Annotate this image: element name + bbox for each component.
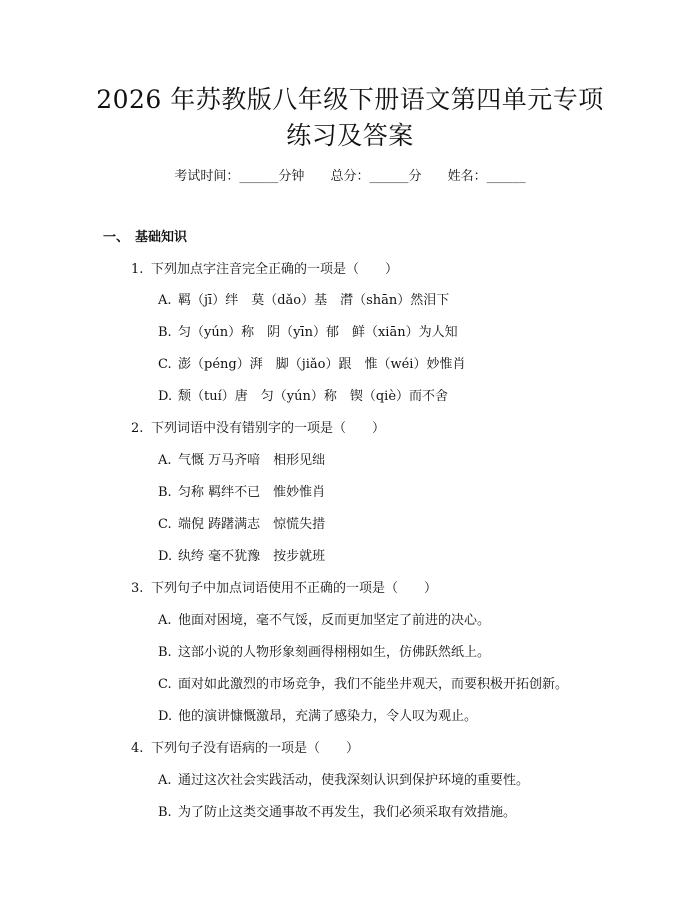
exam-time-blank: ______ — [239, 169, 279, 184]
option-letter: D. — [158, 389, 173, 404]
question-3-option-c — [158, 676, 568, 694]
question-1-option-a — [158, 292, 449, 310]
question-number: 3. — [131, 581, 144, 596]
option-text: 羁（jī）绊 莫（dǎo）基 潸（shān）然泪下 — [178, 293, 450, 308]
option-letter: A. — [158, 613, 172, 628]
option-letter: A. — [158, 453, 172, 468]
question-4-option-b — [158, 804, 516, 822]
option-letter: C. — [158, 357, 172, 372]
option-text: 这部小说的人物形象刻画得栩栩如生，仿佛跃然纸上。 — [178, 645, 491, 660]
total-score-unit: 分 — [408, 169, 422, 184]
total-score-field — [330, 168, 421, 186]
question-text: 下列句子没有语病的一项是（ ） — [151, 741, 360, 756]
document-title-line-1: 2026 年苏教版八年级下册语文第四单元专项 — [96, 85, 604, 114]
option-text: 他面对困境，毫不气馁，反而更加坚定了前进的决心。 — [178, 613, 491, 628]
total-score-label: 总分： — [330, 169, 370, 184]
section-title: 基础知识 — [135, 230, 188, 245]
question-2-option-b — [158, 484, 325, 502]
question-number: 4. — [131, 741, 144, 756]
exam-time-unit: 分钟 — [278, 169, 305, 184]
question-text: 下列句子中加点词语使用不正确的一项是（ ） — [151, 581, 438, 596]
section-heading — [103, 229, 187, 247]
question-1 — [131, 261, 398, 279]
option-text: 澎（péng）湃 脚（jiǎo）跟 惟（wéi）妙惟肖 — [178, 357, 466, 372]
document-title-line-2: 练习及答案 — [286, 121, 414, 150]
total-score-blank: ______ — [369, 169, 409, 184]
question-2-option-a — [158, 452, 325, 470]
question-4-option-a — [158, 772, 529, 790]
option-letter: D. — [158, 709, 173, 724]
question-1-option-c — [158, 356, 465, 374]
question-number: 2. — [131, 421, 144, 436]
question-2-option-c — [158, 516, 325, 534]
question-text: 下列词语中没有错别字的一项是（ ） — [151, 421, 386, 436]
option-letter: B. — [158, 645, 172, 660]
question-1-option-d — [158, 388, 448, 406]
student-name-field — [448, 168, 526, 186]
option-text: 通过这次社会实践活动，使我深刻认识到保护环境的重要性。 — [178, 773, 530, 788]
option-text: 他的演讲慷慨激昂，充满了感染力，令人叹为观止。 — [178, 709, 478, 724]
option-letter: B. — [158, 485, 172, 500]
exam-info-row — [0, 168, 700, 186]
student-name-label: 姓名： — [447, 169, 487, 184]
option-letter: C. — [158, 677, 172, 692]
question-3-option-a — [158, 612, 490, 630]
question-2-option-d — [158, 548, 325, 566]
option-letter: C. — [158, 517, 172, 532]
question-3-option-d — [158, 708, 477, 726]
option-letter: B. — [158, 805, 172, 820]
question-1-option-b — [158, 324, 458, 342]
exam-time-label: 考试时间： — [174, 169, 240, 184]
question-3 — [131, 580, 437, 598]
option-letter: A. — [158, 293, 172, 308]
option-text: 端倪 踌躇满志 惊慌失措 — [178, 517, 326, 532]
option-text: 颓（tuí）唐 匀（yún）称 锲（qiè）而不舍 — [178, 389, 449, 404]
question-text: 下列加点字注音完全正确的一项是（ ） — [151, 262, 399, 277]
question-4 — [131, 740, 359, 758]
student-name-blank: ______ — [486, 169, 526, 184]
option-letter: B. — [158, 325, 172, 340]
option-text: 纨绔 毫不犹豫 按步就班 — [178, 549, 326, 564]
option-text: 面对如此激烈的市场竞争，我们不能坐井观天，而要积极开拓创新。 — [178, 677, 569, 692]
option-text: 为了防止这类交通事故不再发生，我们必须采取有效措施。 — [178, 805, 517, 820]
option-text: 匀称 羁绊不已 惟妙惟肖 — [178, 485, 326, 500]
question-3-option-b — [158, 644, 490, 662]
exam-time-field — [174, 168, 304, 186]
option-letter: D. — [158, 549, 173, 564]
option-text: 匀（yún）称 阴（yīn）郁 鲜（xiān）为人知 — [178, 325, 458, 340]
option-letter: A. — [158, 773, 172, 788]
question-number: 1. — [131, 262, 144, 277]
question-2 — [131, 420, 385, 438]
option-text: 气慨 万马齐喑 相形见绌 — [178, 453, 326, 468]
section-number: 一、 — [103, 230, 130, 245]
